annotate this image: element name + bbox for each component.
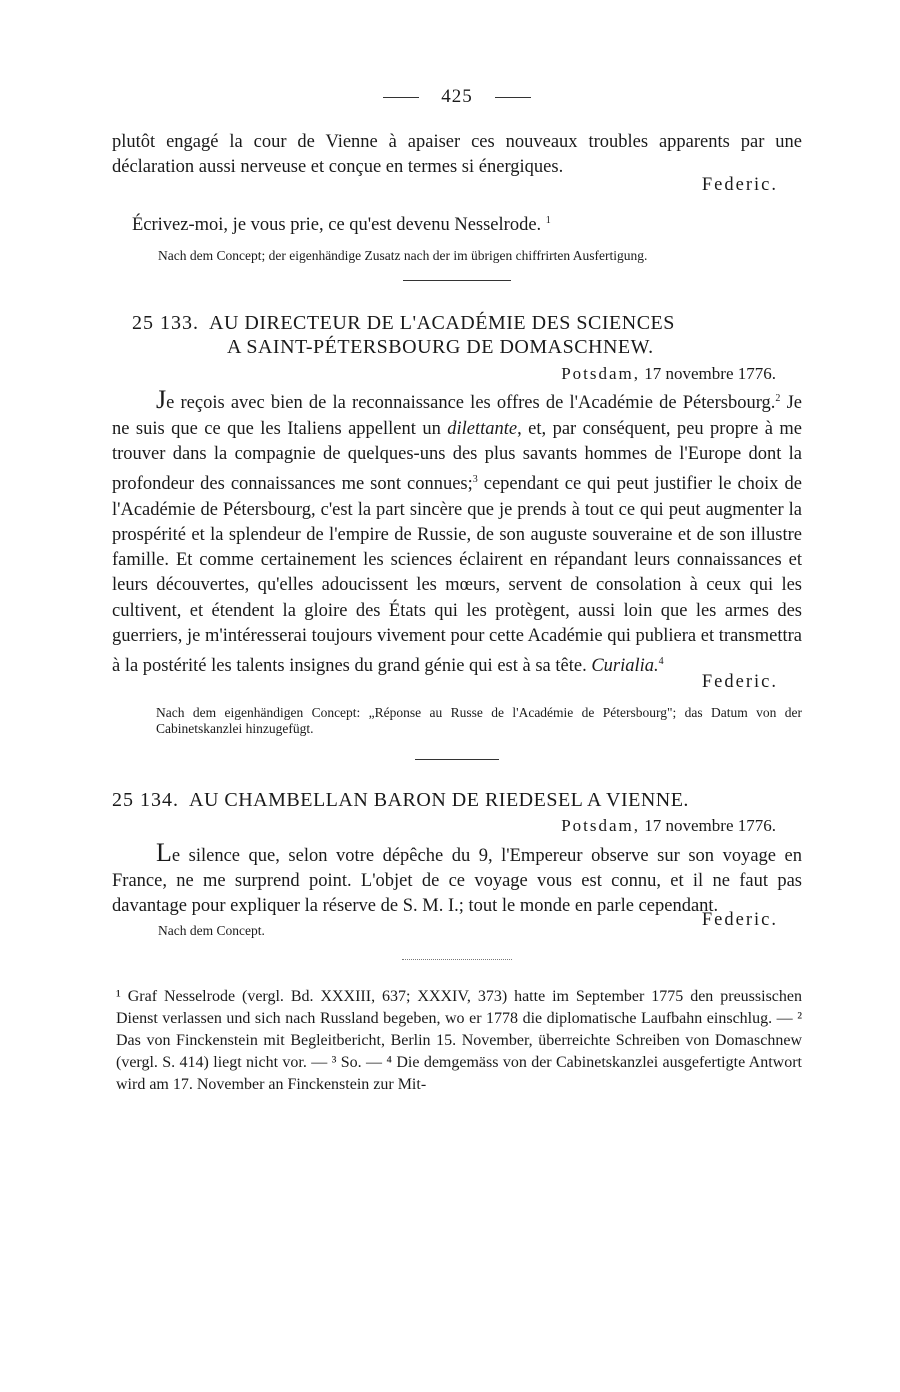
footnote-ref-4: 4 [658, 656, 664, 668]
letter2-number: 25 133. [132, 312, 199, 335]
letter3-heading [112, 788, 802, 812]
letter2-title-line1: AU DIRECTEUR DE L'ACADÉMIE DES SCIENCES [209, 312, 675, 335]
postscript-text: Écrivez-moi, je vous prie, ce qu'est devenu Nesselrode. [132, 214, 542, 235]
page-number-header [112, 86, 802, 116]
letter2-source-note: Nach dem eigenhändigen Concept: „Réponse au Russe de l'Académie de Pétersbourg"; das Datum von der Cabinetskanzlei hinzugefügt. [156, 704, 802, 736]
letter2-place: Potsdam, [561, 364, 641, 384]
letter3-body [112, 837, 802, 920]
header-dash-right [495, 97, 531, 98]
footnote-ref-3: 3 [472, 474, 478, 486]
letter2-dropcap: J [156, 385, 167, 415]
letter3-dropcap: L [156, 837, 172, 867]
letter2-curialia: Curialia. [591, 656, 659, 677]
letter1-signature: Federic. [701, 174, 778, 195]
footnote-rule [402, 959, 512, 960]
letter2-italic: dilettante [447, 418, 518, 439]
letter3-dateline [112, 816, 802, 836]
separator-rule-2 [415, 759, 499, 760]
letter1-source-note: Nach dem Concept; der eigenhändige Zusatz nach der im übrigen chiffrirten Ausfertigung. [158, 248, 648, 264]
header-dash-left [383, 97, 419, 98]
letter3-title: AU CHAMBELLAN BARON DE RIEDESEL A VIENNE. [189, 788, 689, 811]
letter3-place: Potsdam, [561, 815, 641, 835]
letter2-text-b: Je ne suis que ce que les Italiens appellent un [112, 393, 802, 439]
letter3-source-note: Nach dem Concept. [158, 922, 265, 938]
letter2-heading [112, 311, 802, 359]
letter3-date: 17 novembre 1776. [644, 815, 776, 835]
letter3-number: 25 134. [112, 788, 179, 811]
separator-rule-1 [403, 280, 511, 281]
page [112, 86, 802, 1096]
letter2-text-d: cependant ce qui peut justifier le choix de l'Académie de Pétersbourg, c'est la part sincère que je prends à tout ce qui peut augmenter la prospérité et la splendeur de l'empire de Russie, de son auguste souveraine et de son illustre famille. Et comme certainement les sciences éclairent en répandant leurs connaissances et leurs découvertes, qu'elles adoucissent les mœurs, servent de consolation à ceux qui les cultivent, et étendent la gloire des États qui les protègent, aussi loin que les armes des guerriers, je m'intéresserai toujours vivement pour cette Académie qui publiera et transmettra à la postérité les talents insignes du grand génie qui est à sa tête. [112, 474, 802, 677]
letter1-continuation: plutôt engagé la cour de Vienne à apaiser ces nouveaux troubles apparents par une déclaration aussi nerveuse et conçue en termes si énergiques. [112, 132, 802, 178]
letter2-title-line2: A SAINT-PÉTERSBOURG DE DOMASCHNEW. [227, 336, 654, 359]
footnote-ref-1: 1 [545, 214, 551, 226]
letter1-postscript [112, 208, 802, 238]
letter2-body [112, 386, 802, 680]
page-number: 425 [441, 86, 473, 107]
letter2-signature: Federic. [701, 671, 778, 692]
letter3-text: e silence que, selon votre dépêche du 9, l'Empereur observe sur son voyage en France, ne me surprend point. L'objet de ce voyage vous est connu, et il ne faut pas davantage pour expliquer la réserve de S. M. I.; tout le monde en parle cependant. [112, 845, 802, 917]
letter3-signature: Federic. [701, 909, 778, 930]
letter2-text-a: e reçois avec bien de la reconnaissance les offres de l'Académie de Pétersbourg. [166, 393, 776, 414]
footnotes: ¹ Graf Nesselrode (vergl. Bd. XXXIII, 637; XXXIV, 373) hatte im September 1775 den preussischen Dienst verlassen und sich nach Russland begeben, wo er 1778 die diplomatische Laufbahn einschlug. — ² Das von Finckenstein mit Begleitbericht, Berlin 15. November, überreichte Schreiben von Domaschnew (vergl. S. 414) liegt nicht vor. — ³ So. — ⁴ Die demgemäss von der Cabinetskanzlei ausgefertigte Antwort wird am 17. November an Finckenstein zur Mit- [116, 987, 802, 1093]
letter2-text-c: , et, par conséquent, peu propre à me trouver dans la compagnie de quelques-uns des plus savants hommes de l'Europe dont la profondeur des connaissances me sont connues; [112, 418, 802, 495]
letter2-date: 17 novembre 1776. [644, 364, 776, 384]
letter2-dateline [112, 364, 802, 384]
footnote-ref-2: 2 [775, 393, 781, 405]
